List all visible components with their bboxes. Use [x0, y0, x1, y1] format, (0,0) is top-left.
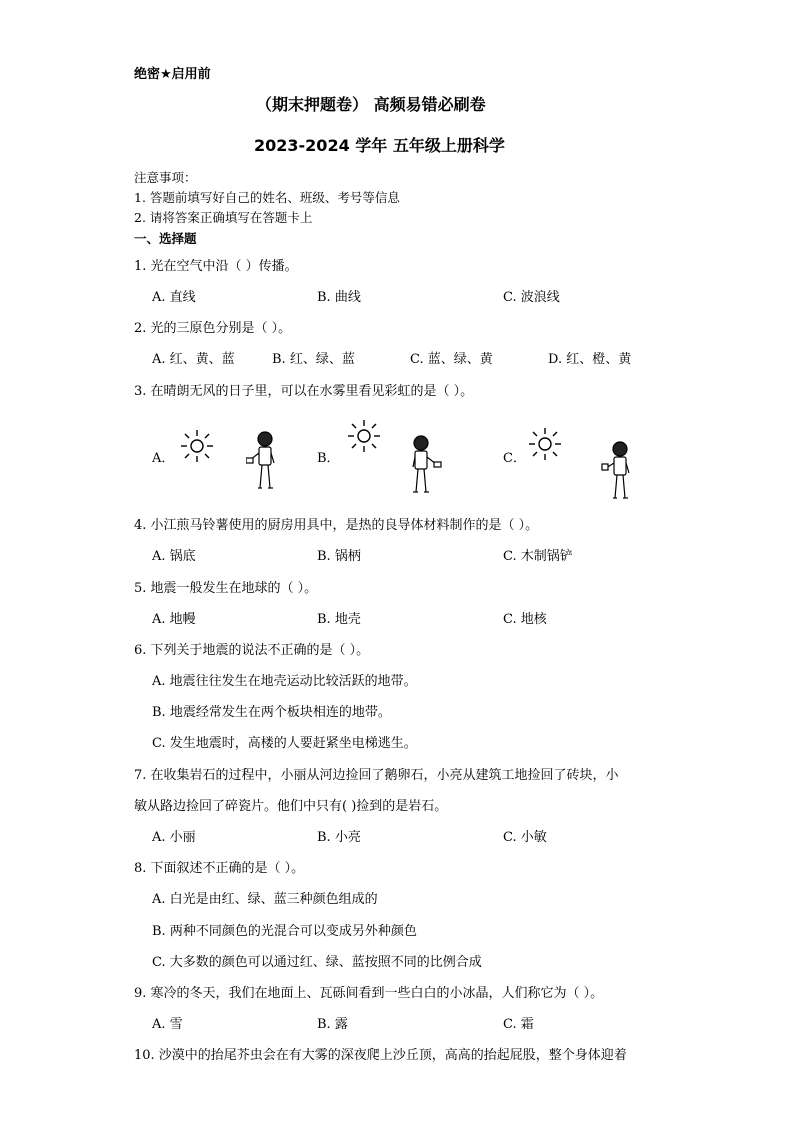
- option: C. 波浪线: [503, 290, 560, 305]
- option: C. 蓝、绿、黄: [410, 352, 493, 367]
- option: A．: [152, 451, 175, 466]
- question-stem: 7. 在收集岩石的过程中，小丽从河边捡回了鹅卵石，小亮从建筑工地捡回了砖块，小: [134, 768, 619, 783]
- sun-icon: [346, 418, 382, 454]
- option: C. 小敏: [503, 830, 547, 845]
- option: C. 发生地震时，高楼的人要赶紧坐电梯逃生。: [152, 736, 417, 751]
- option: B. 红、绿、蓝: [272, 352, 355, 367]
- sun-icon: [527, 426, 563, 462]
- option: C. 大多数的颜色可以通过红、绿、蓝按照不同的比例合成: [152, 955, 482, 970]
- notes-heading: 注意事项：: [134, 170, 197, 185]
- question-stem: 6. 下列关于地震的说法不正确的是（ ）。: [134, 643, 370, 658]
- option: A. 地幔: [152, 612, 196, 627]
- option: C. 地核: [503, 612, 547, 627]
- question-stem: 3. 在晴朗无风的日子里，可以在水雾里看见彩虹的是（ ）。: [134, 384, 474, 399]
- option: B. 小亮: [317, 830, 361, 845]
- question-stem: 9. 寒冷的冬天，我们在地面上、瓦砾间看到一些白白的小冰晶，人们称它为（ ）。: [134, 986, 604, 1001]
- exam-subtitle: 2023-2024 学年 五年级上册科学: [254, 136, 505, 155]
- note-item: 1. 答题前填写好自己的姓名、班级、考号等信息: [134, 190, 400, 205]
- child-figure-icon: [408, 434, 442, 496]
- option: B. 地震经常发生在两个板块相连的地带。: [152, 705, 391, 720]
- option: B. 曲线: [317, 290, 361, 305]
- option: A. 白光是由红、绿、蓝三种颜色组成的: [152, 892, 378, 907]
- option: B．: [317, 451, 340, 466]
- option: B. 锅柄: [317, 549, 361, 564]
- child-figure-icon: [601, 440, 635, 502]
- exam-title: （期末押题卷） 高频易错必刷卷: [256, 95, 486, 114]
- note-item: 2. 请将答案正确填写在答题卡上: [134, 210, 313, 225]
- option: C. 霜: [503, 1017, 534, 1032]
- option: A. 锅底: [152, 549, 196, 564]
- question-stem: 2. 光的三原色分别是（ ）。: [134, 321, 292, 336]
- option: A. 直线: [152, 290, 196, 305]
- sun-icon: [179, 428, 215, 464]
- option: C．: [503, 451, 526, 466]
- question-stem: 4. 小江煎马铃薯使用的厨房用具中，是热的良导体材料制作的是（ ）。: [134, 518, 539, 533]
- question-stem-continued: 敏从路边捡回了碎瓷片。他们中只有( )捡到的是岩石。: [134, 799, 448, 814]
- option: D. 红、橙、黄: [548, 352, 632, 367]
- section-heading: 一、选择题: [134, 231, 197, 246]
- question-stem: 5. 地震一般发生在地球的（ ）。: [134, 581, 318, 596]
- option: C. 木制锅铲: [503, 549, 573, 564]
- child-figure-icon: [246, 430, 280, 492]
- question-stem: 10. 沙漠中的抬尾芥虫会在有大雾的深夜爬上沙丘顶，高高的抬起屁股，整个身体迎着: [134, 1048, 627, 1063]
- option: A. 地震往往发生在地壳运动比较活跃的地带。: [152, 674, 417, 689]
- option: A. 雪: [152, 1017, 183, 1032]
- option: B. 两种不同颜色的光混合可以变成另外种颜色: [152, 924, 417, 939]
- option: B. 露: [317, 1017, 348, 1032]
- option: B. 地壳: [317, 612, 361, 627]
- option: A. 红、黄、蓝: [152, 352, 235, 367]
- option: A. 小丽: [152, 830, 196, 845]
- question-stem: 8. 下面叙述不正确的是（ ）。: [134, 861, 305, 876]
- question-stem: 1. 光在空气中沿（ ）传播。: [134, 259, 298, 274]
- confidential-label: 绝密★启用前: [134, 67, 211, 82]
